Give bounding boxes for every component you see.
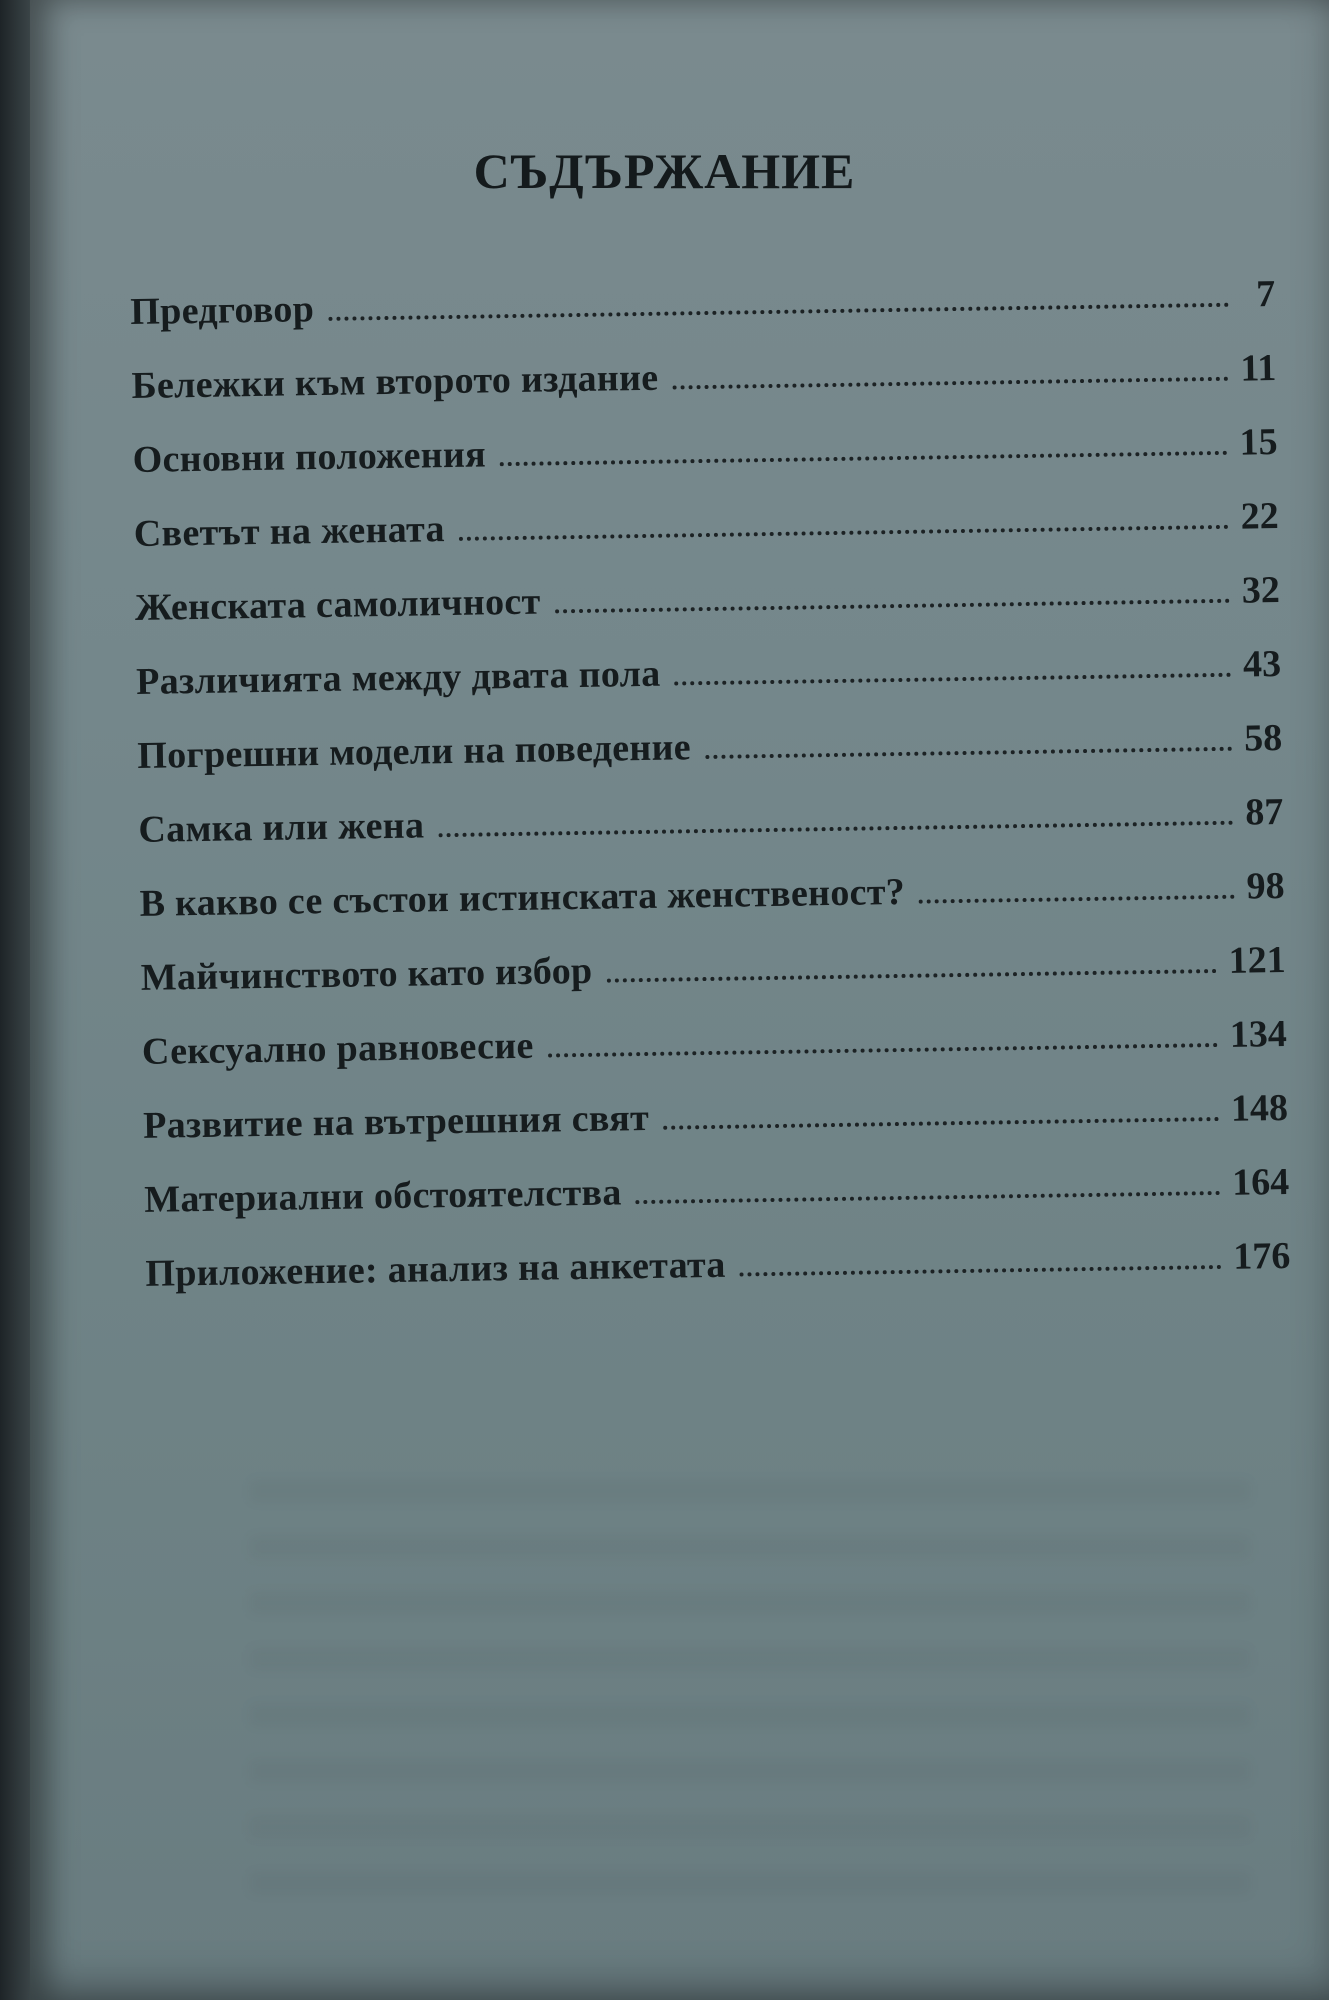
toc-entry-title: Основни положения bbox=[132, 433, 487, 481]
toc-page-number: 134 bbox=[1229, 1012, 1288, 1056]
toc-dot-leader bbox=[673, 377, 1229, 390]
toc-page-number: 11 bbox=[1240, 347, 1277, 390]
toc-entry-title: Майчинството като избор bbox=[140, 949, 593, 999]
toc-dot-leader bbox=[328, 303, 1229, 321]
toc-entry-title: Различията между двата пола bbox=[135, 652, 661, 703]
toc-page-number: 148 bbox=[1230, 1086, 1289, 1130]
toc-dot-leader bbox=[663, 1117, 1219, 1130]
toc-dot-leader bbox=[438, 821, 1233, 837]
toc-page-number: 176 bbox=[1232, 1234, 1291, 1278]
toc-entry-title: Приложение: анализ на анкетата bbox=[145, 1243, 726, 1295]
toc-dot-leader bbox=[636, 1191, 1221, 1204]
toc-entry-title: Развитие на вътрешния свят bbox=[142, 1096, 650, 1147]
toc-entry-title: Погрешни модели на поведение bbox=[136, 726, 692, 777]
page-title: СЪДЪРЖАНИЕ bbox=[473, 142, 856, 199]
toc-entry-title: Женската самоличност bbox=[134, 580, 541, 629]
toc-entry-title: Светът на жената bbox=[133, 508, 446, 555]
toc-entry-title: Предговор bbox=[130, 288, 315, 333]
toc-entry-title: Самка или жена bbox=[138, 804, 425, 851]
toc-page-number: 164 bbox=[1231, 1160, 1290, 1204]
toc-dot-leader bbox=[607, 969, 1217, 983]
toc-entry-title: Сексуално равновесие bbox=[141, 1024, 534, 1073]
toc-dot-leader bbox=[919, 895, 1235, 904]
toc-page-number: 7 bbox=[1255, 273, 1276, 316]
book-spine-shadow bbox=[0, 0, 30, 2000]
toc-page-number: 22 bbox=[1240, 494, 1280, 538]
toc-entry-title: Бележки към второто издание bbox=[131, 356, 659, 407]
toc-dot-leader bbox=[705, 747, 1232, 759]
toc-page-number: 32 bbox=[1241, 568, 1281, 612]
toc-page-number: 43 bbox=[1242, 642, 1282, 686]
toc-dot-leader bbox=[459, 525, 1229, 541]
toc-dot-leader bbox=[740, 1265, 1222, 1277]
toc-page-number: 121 bbox=[1228, 938, 1286, 982]
toc-entry-title: В какво се състои истинската женственост? bbox=[139, 870, 906, 925]
toc-page-number: 87 bbox=[1245, 790, 1284, 834]
toc-dot-leader bbox=[675, 673, 1232, 686]
toc-entry-title: Материални обстоятелства bbox=[143, 1171, 622, 1221]
table-of-contents bbox=[130, 272, 1291, 1326]
toc-page-number: 98 bbox=[1246, 864, 1285, 908]
toc-dot-leader bbox=[548, 1043, 1218, 1058]
toc-page-number: 15 bbox=[1239, 420, 1278, 464]
toc-page-number: 58 bbox=[1243, 716, 1283, 760]
toc-dot-leader bbox=[555, 599, 1230, 614]
show-through-text bbox=[250, 1480, 1250, 1900]
toc-dot-leader bbox=[500, 451, 1228, 466]
